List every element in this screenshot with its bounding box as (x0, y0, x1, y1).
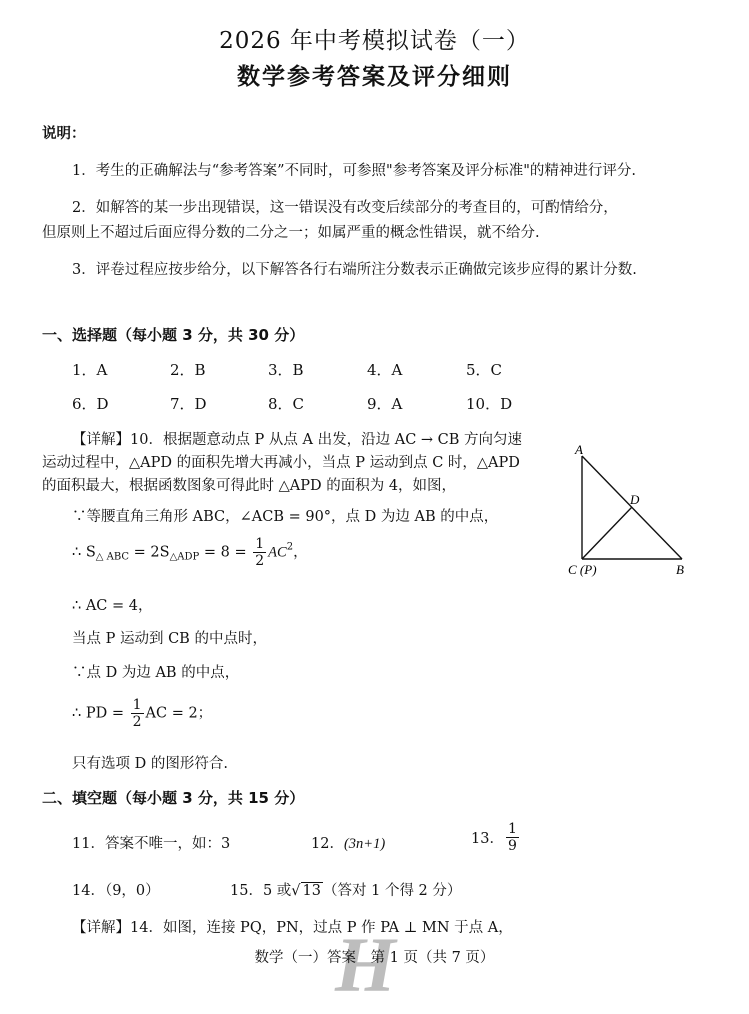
notes-heading: 说明： (42, 126, 86, 142)
triangle-figure (560, 436, 700, 581)
section-fill-heading: 二、填空题（每小题 3 分，共 15 分） (42, 789, 305, 807)
line5-part-b: = 2S (129, 544, 170, 561)
line9-part-a: ∴ PD = (72, 705, 129, 722)
line5-sup: 2 (286, 541, 294, 553)
sqrt-icon: √ (291, 883, 301, 899)
detail14-line1: 【详解】14．如图，连接 PQ，PN，过点 P 作 PA ⊥ MN 于点 A， (72, 920, 513, 936)
label-cp: C (P) (568, 562, 597, 577)
answer-12-label: 12． (311, 836, 344, 852)
answer-5: 5．C (466, 361, 503, 379)
label-a: A (575, 442, 583, 457)
detail10-line6: ∴ AC = 4， (72, 598, 153, 614)
answer-1: 1．A (72, 361, 108, 379)
note-item-3: 3．评卷过程应按步给分，以下解答各行右端所注分数表示正确做完该步应得的累计分数. (72, 262, 637, 278)
exam-title: 2026 年中考模拟试卷（一） (219, 28, 530, 54)
detail10-line4: ∵等腰直角三角形 ABC，∠ACB = 90°，点 D 为边 AB 的中点， (72, 509, 499, 525)
answer-10: 10．D (466, 395, 513, 413)
detail10-line2: 运动过程中，△APD 的面积先增大再减小，当点 P 运动到点 C 时，△APD (42, 455, 520, 471)
note-item-2-cont: 但原则上不超过后面应得分数的二分之一；如属严重的概念性错误，就不给分. (42, 225, 540, 241)
detail10-line5 (72, 537, 308, 568)
answer-12-value: (3n+1) (343, 836, 386, 852)
detail10-line8: ∵点 D 为边 AB 的中点， (72, 665, 240, 681)
line5-part-a: ∴ S (72, 544, 96, 561)
line9-fraction (131, 698, 144, 729)
answer-15-part-b: （答对 1 个得 2 分） (323, 883, 462, 899)
line5-fraction (253, 537, 266, 568)
detail10-line1: 【详解】10．根据题意动点 P 从点 A 出发，沿边 AC → CB 方向匀速 (72, 432, 523, 448)
line5-part-c: = 8 = (199, 544, 252, 561)
label-d: D (630, 492, 640, 507)
answer-13-denominator: 9 (507, 838, 517, 854)
section-choice-heading: 一、选择题（每小题 3 分，共 30 分） (42, 326, 305, 344)
answer-13-numerator: 1 (507, 821, 517, 837)
answer-15-part-a: 15．5 或 (230, 883, 292, 899)
answer-key-title: 数学参考答案及评分细则 (237, 64, 512, 90)
detail10-line9 (72, 698, 212, 729)
page-footer: 数学（一）答案 第 1 页（共 7 页） (254, 950, 495, 966)
answer-15 (230, 879, 461, 900)
note-item-2: 2．如解答的某一步出现错误，这一错误没有改变后续部分的考查目的，可酌情给分， (72, 200, 618, 216)
answer-7: 7．D (170, 395, 207, 413)
answer-13 (471, 822, 521, 853)
answer-15-radicand: 13 (302, 883, 321, 899)
label-b: B (676, 562, 684, 577)
answer-14: 14．（9，0） (72, 883, 160, 899)
note-item-1: 1．考生的正确解法与“参考答案”不同时，可参照"参考答案及评分标准"的精神进行评分. (72, 163, 636, 179)
line5-sub-abc: △ ABC (95, 551, 130, 563)
line9-denominator: 2 (132, 714, 142, 730)
answer-6: 6．D (72, 395, 109, 413)
answer-13-fraction (506, 822, 519, 853)
line5-sub-adp: △ADP (169, 551, 200, 563)
watermark-logo: H (335, 921, 396, 1008)
answer-8: 8．C (268, 395, 305, 413)
line9-part-b: AC = 2； (145, 705, 213, 722)
detail10-line3: 的面积最大，根据函数图象可得此时 △APD 的面积为 4，如图， (42, 478, 457, 494)
detail10-line7: 当点 P 运动到 CB 的中点时， (72, 631, 267, 647)
answer-11: 11．答案不唯一，如：3 (72, 836, 231, 852)
answer-9: 9．A (367, 395, 403, 413)
line9-numerator: 1 (132, 697, 142, 713)
line5-denominator: 2 (255, 553, 265, 569)
line5-numerator: 1 (255, 536, 265, 552)
line5-part-d: AC (268, 544, 287, 561)
answer-2: 2．B (170, 361, 206, 379)
answer-3: 3．B (268, 361, 304, 379)
detail10-line10: 只有选项 D 的图形符合. (72, 756, 228, 772)
segment-cd (582, 507, 632, 559)
answer-4: 4．A (367, 361, 403, 379)
answer-12 (311, 832, 385, 853)
answer-13-label: 13． (471, 831, 504, 847)
line5-part-e: ， (293, 544, 308, 561)
